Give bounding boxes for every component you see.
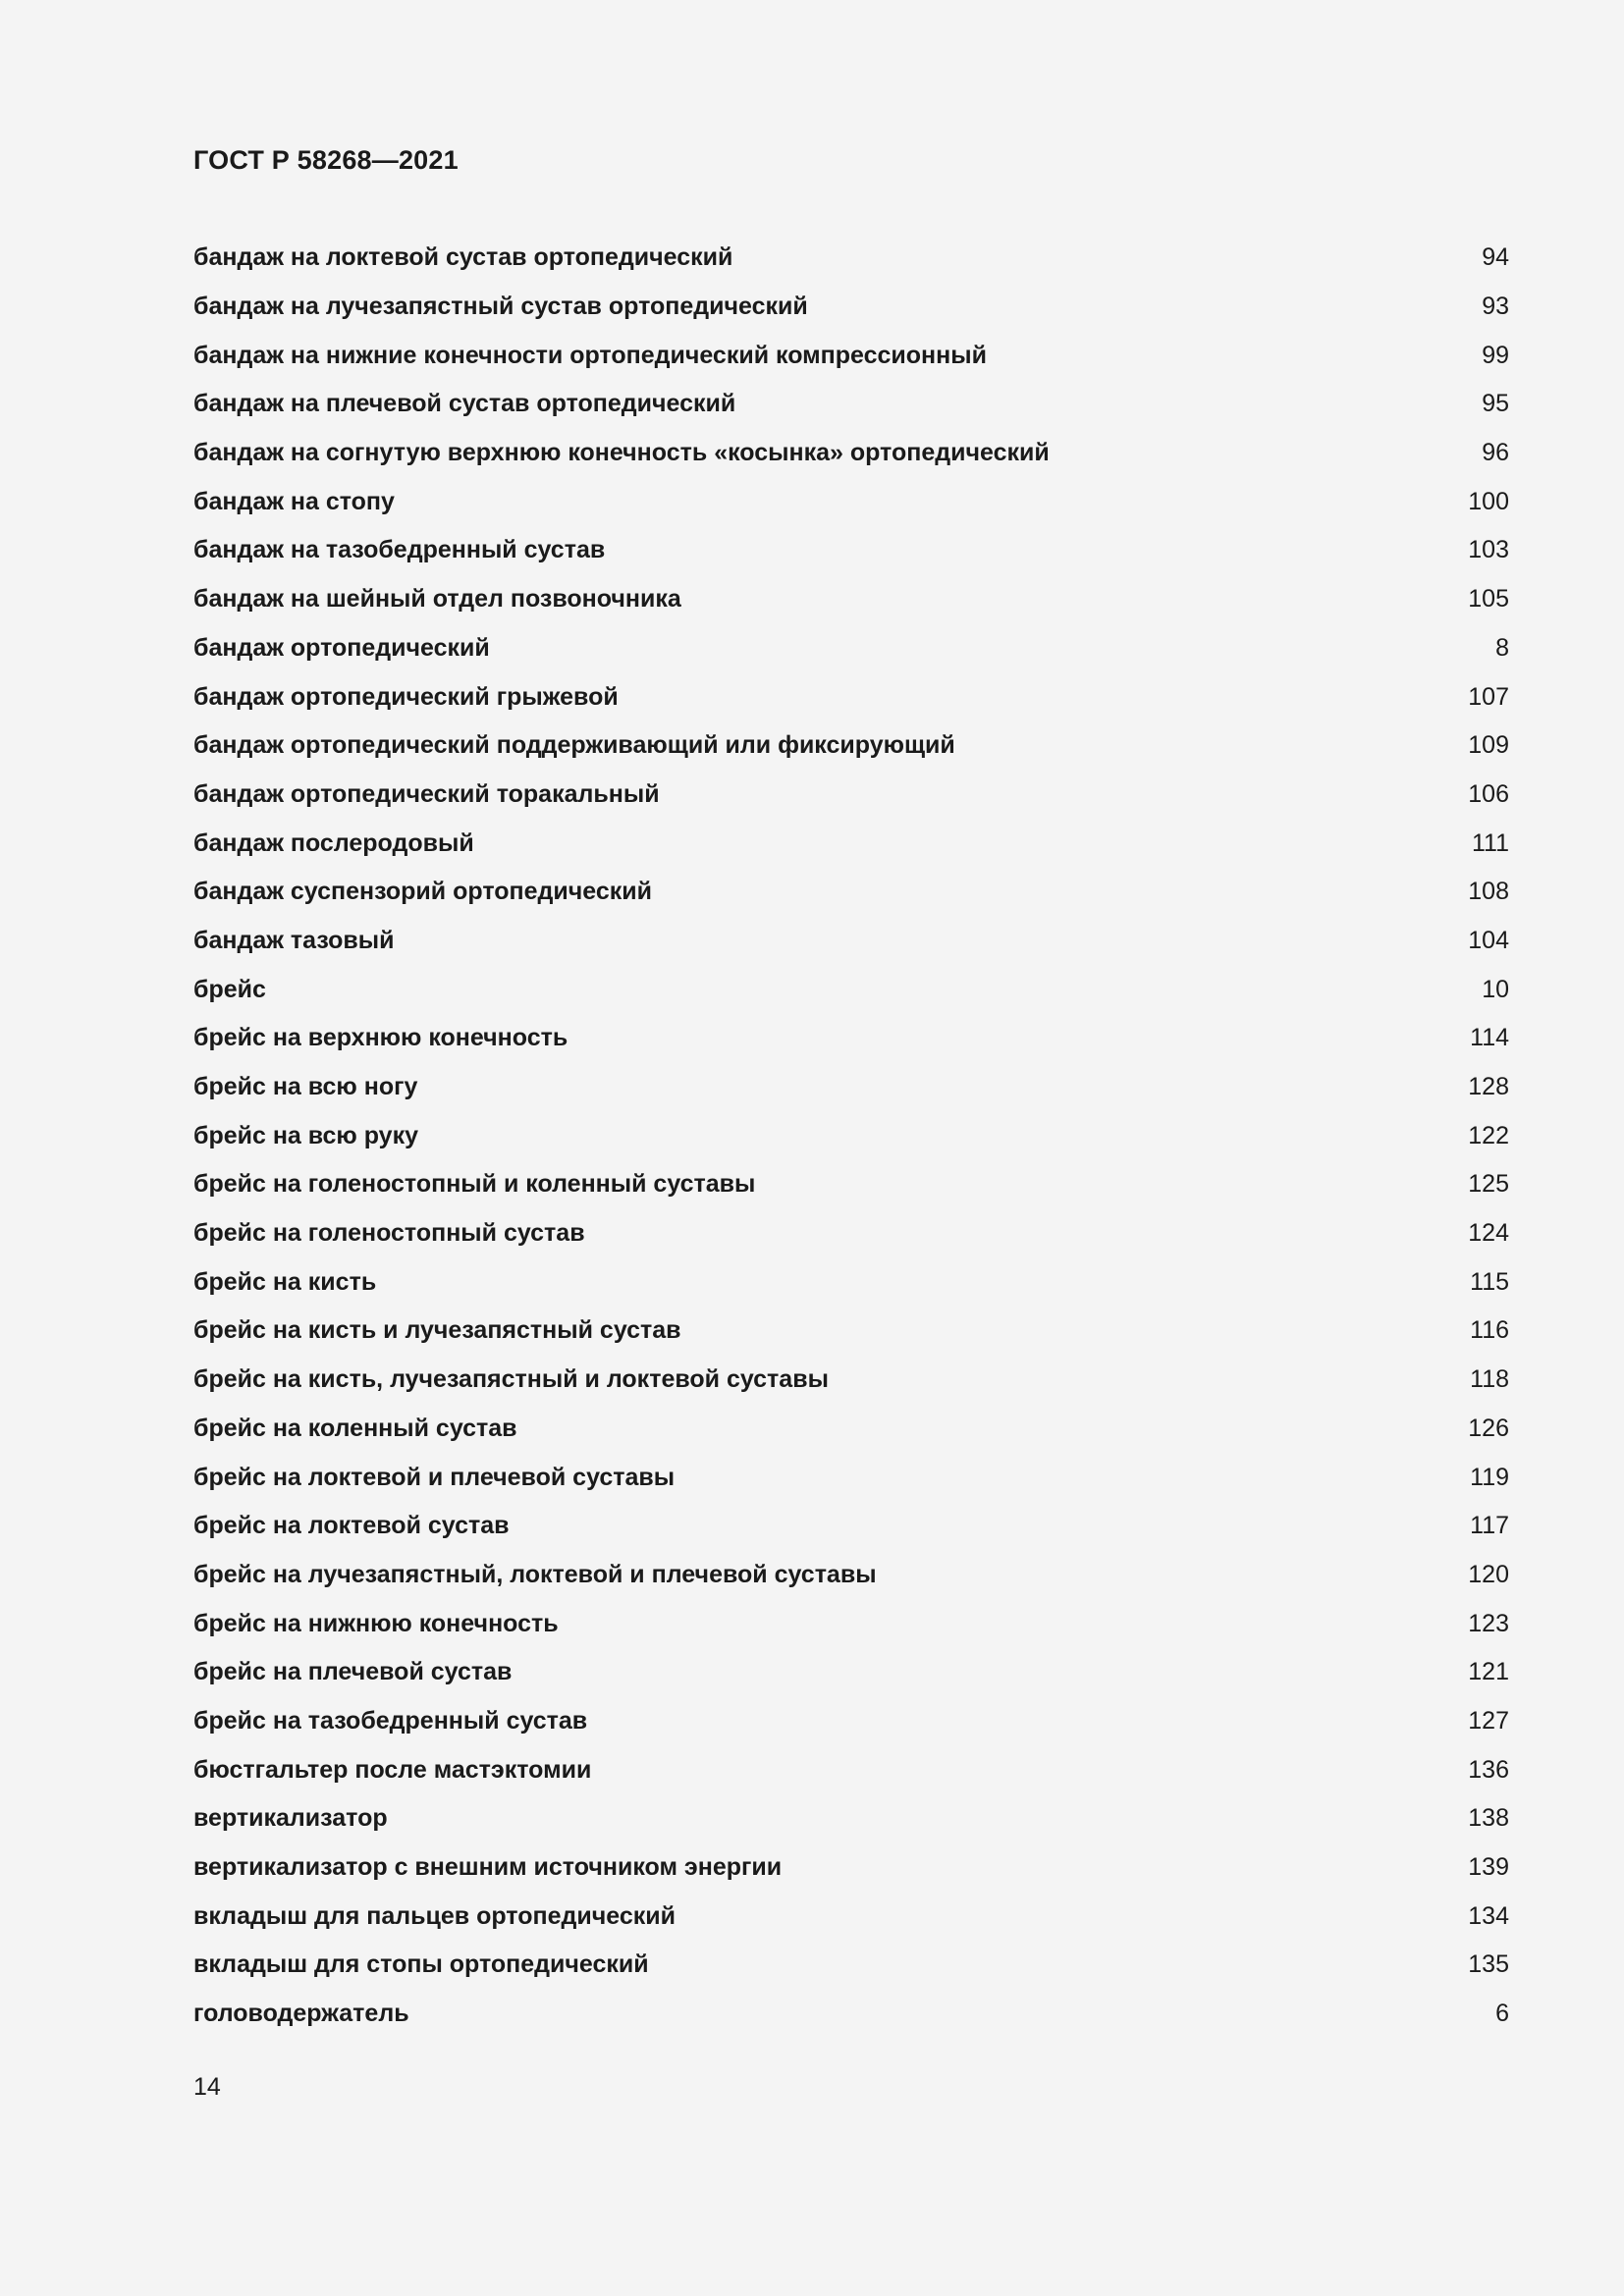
index-entry: [193, 917, 1509, 966]
index-page-ref: 139: [1468, 1853, 1509, 1882]
index-term: брейс на голеностопный сустав: [193, 1219, 585, 1248]
index-page-ref: 115: [1470, 1267, 1509, 1296]
page-number: 14: [193, 2073, 221, 2101]
index-term: вкладыш для стопы ортопедический: [193, 1950, 649, 1979]
index-page-ref: 99: [1482, 341, 1509, 369]
index-page-ref: 95: [1482, 390, 1509, 418]
index-entry: [193, 1648, 1509, 1697]
index-term: брейс на верхнюю конечность: [193, 1024, 568, 1052]
index-page-ref: 93: [1482, 293, 1509, 321]
index-entry: [193, 1160, 1509, 1209]
index-term: бандаж на локтевой сустав ортопедический: [193, 243, 733, 272]
index-entry: [193, 1063, 1509, 1112]
index-term: брейс на лучезапястный, локтевой и плечевой суставы: [193, 1560, 877, 1588]
index-term: бандаж ортопедический торакальный: [193, 779, 660, 808]
index-entry: [193, 380, 1509, 429]
index-page-ref: 103: [1468, 536, 1509, 564]
index-entry: [193, 477, 1509, 526]
index-term: бандаж ортопедический: [193, 633, 490, 662]
index-page-ref: 134: [1468, 1901, 1509, 1930]
index-entry: [193, 965, 1509, 1014]
index-entry: [193, 1209, 1509, 1258]
index-entry: [193, 1990, 1509, 2039]
index-page-ref: 123: [1468, 1609, 1509, 1637]
index-page-ref: 111: [1471, 828, 1509, 857]
index-term: бандаж суспензорий ортопедический: [193, 878, 652, 906]
index-term: бандаж на плечевой сустав ортопедический: [193, 390, 736, 418]
index-term: бандаж на лучезапястный сустав ортопедический: [193, 293, 808, 321]
index-term: бандаж на нижние конечности ортопедический компрессионный: [193, 341, 987, 369]
index-term: головодержатель: [193, 2000, 409, 2028]
index-entry: [193, 1356, 1509, 1405]
index-term: бандаж тазовый: [193, 926, 395, 954]
index-entry: [193, 234, 1509, 283]
index-page-ref: 104: [1468, 926, 1509, 954]
index-page-ref: 124: [1468, 1219, 1509, 1248]
index-term: брейс на нижнюю конечность: [193, 1609, 559, 1637]
index-entry: [193, 721, 1509, 771]
index-term: бандаж ортопедический поддерживающий или фиксирующий: [193, 731, 955, 760]
index-term: брейс: [193, 975, 266, 1003]
index-entry: [193, 1892, 1509, 1941]
index-page-ref: 105: [1468, 585, 1509, 614]
index-term: вертикализатор с внешним источником энергии: [193, 1853, 783, 1882]
index-entry: [193, 1745, 1509, 1794]
index-entry: [193, 868, 1509, 917]
index-term: брейс на коленный сустав: [193, 1414, 517, 1442]
index-term: брейс на плечевой сустав: [193, 1658, 513, 1686]
index-term: брейс на всю ногу: [193, 1073, 418, 1101]
index-entry: [193, 624, 1509, 673]
index-term: бюстгальтер после мастэктомии: [193, 1755, 592, 1784]
index-term: вертикализатор: [193, 1804, 388, 1833]
index-term: бандаж ортопедический грыжевой: [193, 682, 619, 711]
index-page-ref: 116: [1470, 1316, 1509, 1345]
index-entry: [193, 1405, 1509, 1454]
index-term: бандаж на тазобедренный сустав: [193, 536, 606, 564]
index-entry: [193, 429, 1509, 478]
index-page-ref: 117: [1470, 1512, 1509, 1540]
index-entry: [193, 819, 1509, 868]
index-entry: [193, 575, 1509, 624]
index-term: брейс на локтевой и плечевой суставы: [193, 1463, 676, 1491]
index-entry: [193, 672, 1509, 721]
index-term: брейс на кисть, лучезапястный и локтевой суставы: [193, 1365, 829, 1394]
index-entry: [193, 283, 1509, 332]
alphabetical-index: [193, 234, 1509, 2038]
index-entry: [193, 1453, 1509, 1502]
index-page-ref: 128: [1468, 1073, 1509, 1101]
index-entry: [193, 1307, 1509, 1356]
document-header: ГОСТ Р 58268—2021: [193, 145, 459, 175]
index-term: вкладыш для пальцев ортопедический: [193, 1901, 676, 1930]
index-page-ref: 125: [1468, 1170, 1509, 1199]
index-page-ref: 121: [1468, 1658, 1509, 1686]
index-page-ref: 108: [1468, 878, 1509, 906]
index-entry: [193, 1551, 1509, 1600]
index-entry: [193, 1599, 1509, 1648]
index-entry: [193, 1697, 1509, 1746]
index-term: брейс на тазобедренный сустав: [193, 1706, 588, 1735]
index-page-ref: 109: [1468, 731, 1509, 760]
index-term: бандаж послеродовый: [193, 828, 474, 857]
index-entry: [193, 1502, 1509, 1551]
index-page-ref: 127: [1468, 1706, 1509, 1735]
index-page-ref: 119: [1470, 1463, 1509, 1491]
index-page-ref: 10: [1482, 975, 1509, 1003]
index-entry: [193, 1257, 1509, 1307]
index-page-ref: 138: [1468, 1804, 1509, 1833]
index-entry: [193, 1111, 1509, 1160]
index-entry: [193, 1941, 1509, 1990]
index-entry: [193, 526, 1509, 575]
index-page-ref: 106: [1468, 779, 1509, 808]
index-page-ref: 126: [1468, 1414, 1509, 1442]
index-entry: [193, 331, 1509, 380]
index-term: брейс на кисть и лучезапястный сустав: [193, 1316, 681, 1345]
index-term: бандаж на согнутую верхнюю конечность «косынка» ортопедический: [193, 439, 1050, 467]
index-term: бандаж на шейный отдел позвоночника: [193, 585, 681, 614]
index-page-ref: 118: [1470, 1365, 1509, 1394]
index-term: брейс на кисть: [193, 1267, 377, 1296]
index-page-ref: 114: [1470, 1024, 1509, 1052]
index-entry: [193, 771, 1509, 820]
index-page-ref: 100: [1468, 487, 1509, 515]
index-page-ref: 122: [1468, 1121, 1509, 1149]
index-page-ref: 94: [1482, 243, 1509, 272]
index-page-ref: 96: [1482, 439, 1509, 467]
index-entry: [193, 1843, 1509, 1893]
index-page-ref: 6: [1495, 2000, 1509, 2028]
index-term: брейс на голеностопный и коленный суставы: [193, 1170, 756, 1199]
index-page-ref: 135: [1468, 1950, 1509, 1979]
index-entry: [193, 1014, 1509, 1063]
index-page-ref: 136: [1468, 1755, 1509, 1784]
index-entry: [193, 1794, 1509, 1843]
index-page-ref: 8: [1495, 633, 1509, 662]
index-page-ref: 107: [1468, 682, 1509, 711]
index-term: бандаж на стопу: [193, 487, 395, 515]
index-term: брейс на локтевой сустав: [193, 1512, 510, 1540]
index-page-ref: 120: [1468, 1560, 1509, 1588]
index-term: брейс на всю руку: [193, 1121, 418, 1149]
